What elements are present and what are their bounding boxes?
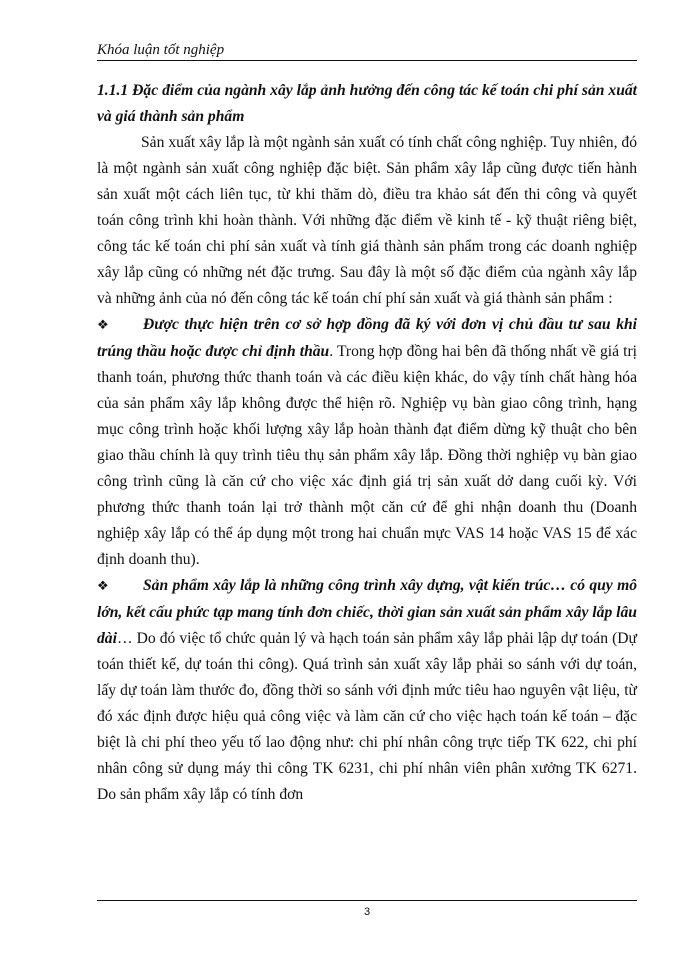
- intro-paragraph: Sản xuất xây lắp là một ngành sản xuất có tính chất công nghiệp. Tuy nhiên, đó là một ngành sản xuất công nghiệp đặc biệt. Sản phẩm xây lắp cũng được tiến hành sản xuất một cách liên tục, từ khi thăm dò, điều tra khảo sát đến thi công và quyết toán công trình khi hoàn thành. Với những đặc điểm về kinh tế - kỹ thuật riêng biệt, công tác kế toán chi phí sản xuất và tính giá thành sản phẩm trong các doanh nghiệp xây lắp cũng có những nét đặc trưng. Sau đây là một số đặc điểm của ngành xây lắp và những ảnh của nó đến công tác kế toán chí phí sản xuất và giá thành sản phẩm :: [97, 134, 637, 307]
- bullet-2-lead: Sản phẩm xây lắp là những công trình xây dựng, vật kiến trúc… có quy mô lớn, kết cấu phức tạp mang tính đơn chiếc, thời gian sản xuất sản phẩm xây lắp lâu dài: [97, 577, 637, 647]
- document-body: [97, 78, 637, 808]
- diamond-bullet-icon: ❖: [97, 318, 109, 333]
- bullet-paragraph-1: [97, 312, 637, 573]
- bullet-paragraph-2: [97, 573, 637, 808]
- bullet-1-text: . Trong hợp đồng hai bên đã thống nhất về giá trị thanh toán, phương thức thanh toán và các điều kiện khác, do vậy tính chất hàng hóa của sản phẩm xây lắp không được thể hiện rõ. Nghiệp vụ bàn giao công trình, hạng mục công trình hoặc khối lượng xây lắp hoàn thành đạt điểm dừng kỹ thuật cho bên giao thầu chính là quy trình tiêu thụ sản phẩm xây lắp. Đồng thời nghiệp vụ bàn giao công trình cũng là căn cứ cho việc xác định giá trị sản xuất dở dang cuối kỳ. Với phương thức thanh toán lại trở thành một căn cứ để ghi nhận doanh thu (Doanh nghiệp xây lắp có thể áp dụng một trong hai chuẩn mực VAS 14 hoặc VAS 15 để xác định doanh thu).: [97, 343, 637, 568]
- page-number: 3: [363, 906, 371, 918]
- page-header: Khóa luận tốt nghiệp: [97, 42, 225, 58]
- footer-divider: [97, 900, 637, 901]
- bullet-2-text: … Do đó việc tổ chức quản lý và hạch toán sản phẩm xây lắp phải lập dự toán (Dự toán thiết kế, dự toán thi công). Quá trình sản xuất xây lắp phải so sánh với dự toán, lấy dự toán làm thước đo, đồng thời so sánh với định mức tiêu hao nguyên vật liệu, từ đó xác định được hiệu quả công việc và làm căn cứ cho việc hạch toán kế toán – đặc biệt là chi phí theo yếu tố lao động như: chi phí nhân công trực tiếp TK 622, chi phí nhân công sử dụng máy thi công TK 6231, chi phí nhân viên phân xưởng TK 6271. Do sản phẩm xây lắp có tính đơn: [97, 630, 637, 803]
- header-divider: [97, 60, 637, 61]
- section-title: 1.1.1 Đặc điểm của ngành xây lắp ảnh hưởng đến công tác kế toán chi phí sản xuất và giá thành sản phẩm: [97, 82, 637, 125]
- diamond-bullet-icon: ❖: [97, 579, 109, 594]
- bullet-1-lead: Được thực hiện trên cơ sở hợp đồng đã ký với đơn vị chủ đầu tư sau khi trúng thầu hoặc được chỉ định thầu: [97, 316, 637, 360]
